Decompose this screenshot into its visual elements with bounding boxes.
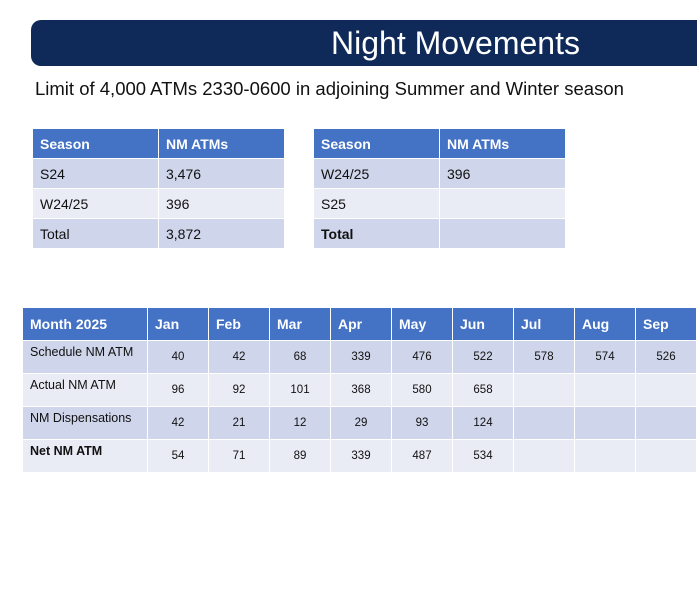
- season-cell: S25: [314, 189, 440, 219]
- nm-atms-cell: [440, 189, 566, 219]
- table-cell: [575, 374, 636, 407]
- table-row: [33, 189, 285, 219]
- table-cell: [636, 407, 697, 440]
- table-row: [314, 219, 566, 249]
- table-row: [23, 374, 697, 407]
- table-row: [33, 159, 285, 189]
- table-row: [23, 341, 697, 374]
- table-cell: 68: [270, 341, 331, 374]
- table-cell: [575, 440, 636, 473]
- table-cell: 339: [331, 341, 392, 374]
- row-label: NM Dispensations: [23, 407, 148, 440]
- nm-atms-cell: 3,476: [159, 159, 285, 189]
- table-cell: 29: [331, 407, 392, 440]
- header-season: Season: [33, 129, 159, 159]
- header-nm-atms: NM ATMs: [440, 129, 566, 159]
- table-cell: 580: [392, 374, 453, 407]
- table-cell: 42: [148, 407, 209, 440]
- header-apr: Apr: [331, 308, 392, 341]
- nm-atms-cell: [440, 219, 566, 249]
- table-cell: 578: [514, 341, 575, 374]
- season-table-right: [313, 128, 566, 249]
- table-header-row: [23, 308, 697, 341]
- table-cell: 526: [636, 341, 697, 374]
- header-sep: Sep: [636, 308, 697, 341]
- header-mar: Mar: [270, 308, 331, 341]
- table-cell: 101: [270, 374, 331, 407]
- table-cell: 96: [148, 374, 209, 407]
- title-bar: [31, 20, 697, 66]
- table-cell: 476: [392, 341, 453, 374]
- nm-atms-cell: 396: [159, 189, 285, 219]
- table-cell: [575, 407, 636, 440]
- header-jun: Jun: [453, 308, 514, 341]
- monthly-nm-table: [22, 307, 697, 473]
- table-cell: 12: [270, 407, 331, 440]
- table-cell: 574: [575, 341, 636, 374]
- table-cell: [514, 374, 575, 407]
- table-row: [33, 219, 285, 249]
- season-cell: W24/25: [33, 189, 159, 219]
- header-season: Season: [314, 129, 440, 159]
- table-row: [314, 189, 566, 219]
- table-cell: [636, 374, 697, 407]
- table-cell: 89: [270, 440, 331, 473]
- table-header-row: [33, 129, 285, 159]
- season-cell: Total: [33, 219, 159, 249]
- row-label: Actual NM ATM: [23, 374, 148, 407]
- table-cell: 522: [453, 341, 514, 374]
- header-aug: Aug: [575, 308, 636, 341]
- table-cell: 93: [392, 407, 453, 440]
- table-cell: 368: [331, 374, 392, 407]
- header-jan: Jan: [148, 308, 209, 341]
- header-month-2025: Month 2025: [23, 308, 148, 341]
- header-may: May: [392, 308, 453, 341]
- table-row: [23, 440, 697, 473]
- page-subtitle: Limit of 4,000 ATMs 2330-0600 in adjoining Summer and Winter season: [35, 78, 624, 99]
- table-row: [314, 159, 566, 189]
- table-row: [23, 407, 697, 440]
- table-cell: 92: [209, 374, 270, 407]
- season-cell: W24/25: [314, 159, 440, 189]
- table-cell: [636, 440, 697, 473]
- table-cell: 658: [453, 374, 514, 407]
- table-cell: 42: [209, 341, 270, 374]
- table-cell: 534: [453, 440, 514, 473]
- table-cell: 124: [453, 407, 514, 440]
- table-cell: 21: [209, 407, 270, 440]
- table-cell: 339: [331, 440, 392, 473]
- table-cell: [514, 440, 575, 473]
- header-jul: Jul: [514, 308, 575, 341]
- row-label: Net NM ATM: [23, 440, 148, 473]
- row-label: Schedule NM ATM: [23, 341, 148, 374]
- table-cell: 71: [209, 440, 270, 473]
- nm-atms-cell: 3,872: [159, 219, 285, 249]
- table-header-row: [314, 129, 566, 159]
- table-cell: 54: [148, 440, 209, 473]
- table-cell: 487: [392, 440, 453, 473]
- header-nm-atms: NM ATMs: [159, 129, 285, 159]
- page-title: Night Movements: [331, 25, 580, 61]
- nm-atms-cell: 396: [440, 159, 566, 189]
- header-feb: Feb: [209, 308, 270, 341]
- table-cell: [514, 407, 575, 440]
- table-cell: 40: [148, 341, 209, 374]
- season-cell: S24: [33, 159, 159, 189]
- season-cell: Total: [314, 219, 440, 249]
- season-table-left: [32, 128, 285, 249]
